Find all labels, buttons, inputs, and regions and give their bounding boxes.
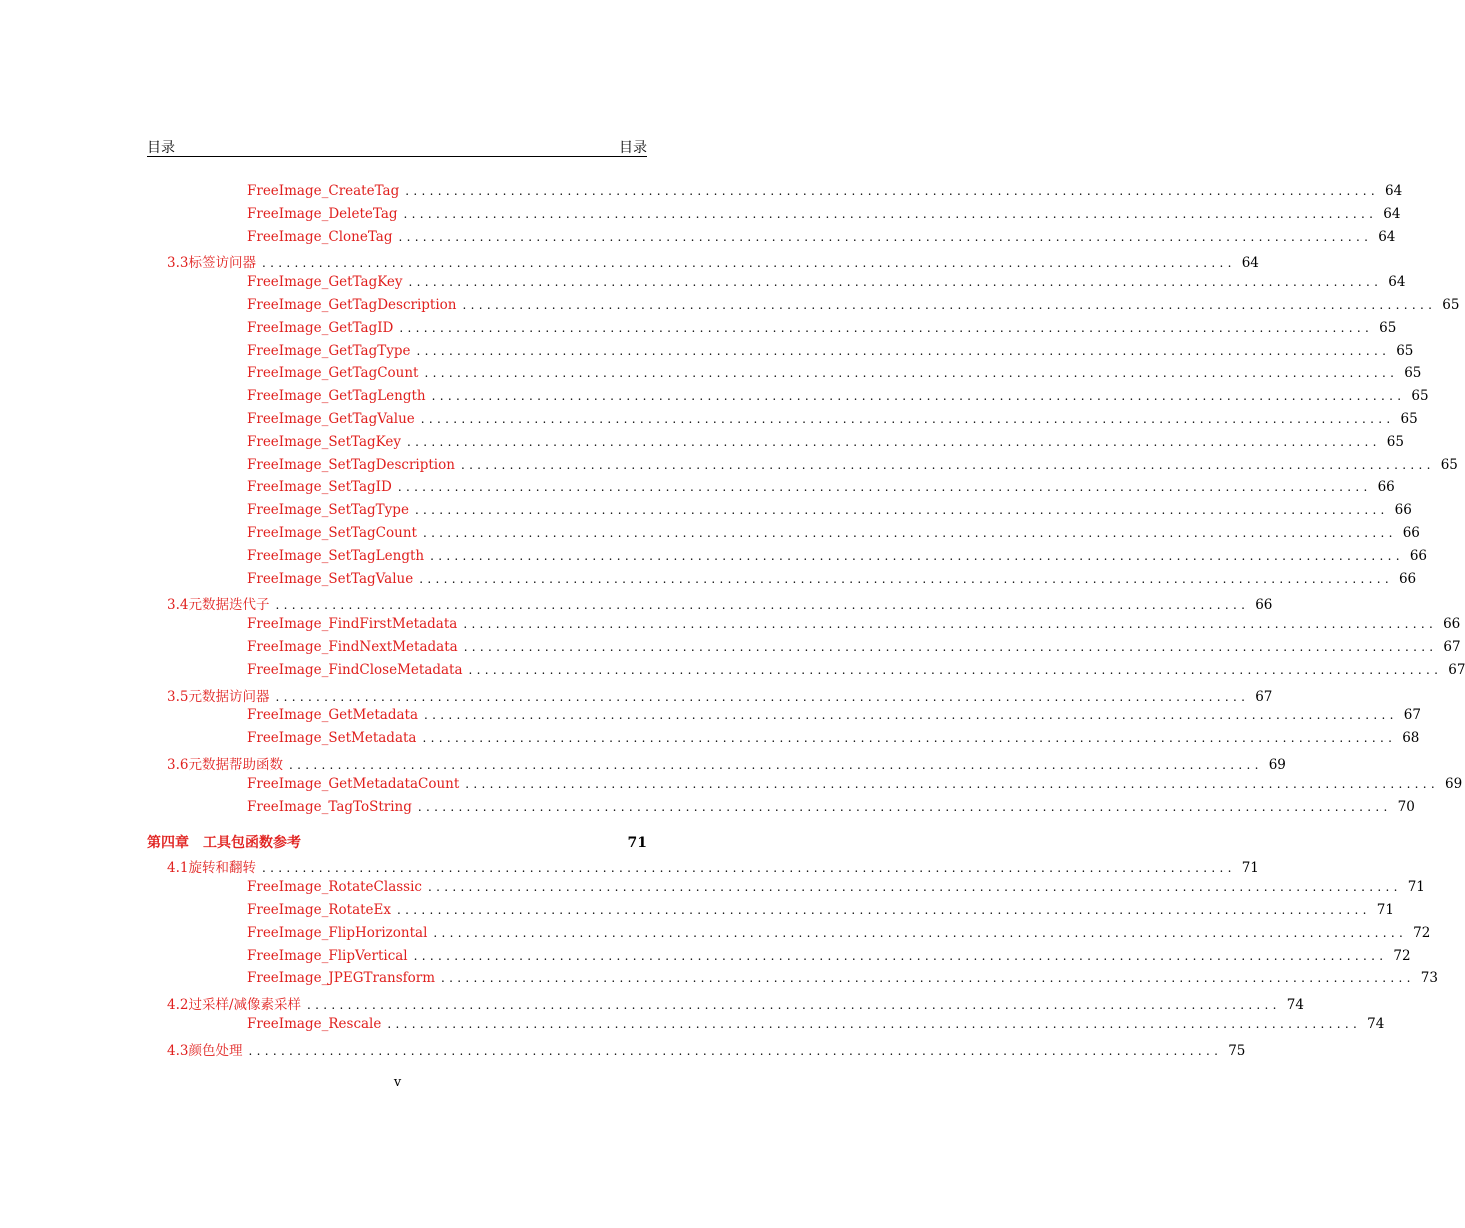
toc-entry-section[interactable] <box>147 1036 1246 1059</box>
page-ref: 65 <box>1400 410 1418 427</box>
toc-entry-chapter[interactable] <box>147 829 647 853</box>
toc-entry-func[interactable] <box>147 945 1411 968</box>
page-ref: 71 <box>1241 860 1259 877</box>
toc-entry-func[interactable] <box>147 271 1406 294</box>
page-ref: 64 <box>1388 274 1406 291</box>
page-ref: 67 <box>1448 661 1465 678</box>
dot-leader: ........................................................................................................................ <box>424 366 1399 381</box>
dot-leader: ........................................................................................................................ <box>408 275 1383 290</box>
dot-leader: ........................................................................................................................ <box>398 229 1373 244</box>
function-title-link[interactable]: FreeImage_SetTagLength <box>247 547 425 564</box>
toc-entry-section[interactable] <box>147 590 1273 614</box>
section-number: 4.3 <box>167 1042 189 1059</box>
dot-leader: ........................................................................................................................ <box>463 639 1438 654</box>
function-title-link[interactable]: FreeImage_GetTagID <box>247 319 394 336</box>
dot-leader: ........................................................................................................................ <box>275 598 1250 613</box>
toc-entry-func[interactable] <box>147 180 1403 203</box>
dot-leader: ........................................................................................................................ <box>465 776 1440 791</box>
dot-leader: ........................................................................................................................ <box>431 389 1406 404</box>
section-number: 4.1 <box>167 860 189 877</box>
toc-entry-func[interactable] <box>147 385 1429 408</box>
dot-leader: ........................................................................................................................ <box>261 861 1236 876</box>
dot-leader: ........................................................................................................................ <box>422 731 1397 746</box>
dot-leader: ........................................................................................................................ <box>422 525 1397 540</box>
page-ref: 64 <box>1241 255 1259 272</box>
page-ref: 65 <box>1396 342 1414 359</box>
dot-leader: ........................................................................................................................ <box>307 998 1281 1013</box>
dot-leader: ........................................................................................................................ <box>275 689 1250 704</box>
section-title-link[interactable]: 元数据访问器 <box>188 688 270 705</box>
dot-leader: ........................................................................................................................ <box>387 1016 1362 1031</box>
function-title-link[interactable]: FreeImage_GetMetadataCount <box>247 775 460 792</box>
page-ref: 75 <box>1228 1042 1246 1059</box>
page-ref: 71 <box>1376 901 1394 918</box>
function-title-link[interactable]: FreeImage_CreateTag <box>247 183 400 199</box>
toc-entry-func[interactable] <box>147 704 1421 727</box>
chapter-title-link[interactable]: 工具包函数参考 <box>203 835 301 852</box>
dot-leader: ........................................................................................................................ <box>463 617 1438 632</box>
dot-leader: ........................................................................................................................ <box>414 503 1389 518</box>
page-ref: 74 <box>1367 1015 1385 1032</box>
toc-entry-func[interactable] <box>147 340 1414 363</box>
toc-entry-section[interactable] <box>147 990 1304 1014</box>
page-ref: 71 <box>627 835 647 852</box>
function-title-link[interactable]: FreeImage_TagToString <box>247 798 412 815</box>
toc-entry-section[interactable] <box>147 248 1259 272</box>
dot-leader: ........................................................................................................................ <box>420 411 1395 426</box>
function-title-link[interactable]: FreeImage_GetTagType <box>247 342 411 359</box>
page-ref: 72 <box>1413 924 1431 941</box>
toc-entry-func[interactable] <box>147 522 1420 545</box>
page-ref: 74 <box>1286 997 1304 1014</box>
function-title-link[interactable]: FreeImage_GetTagLength <box>247 388 426 405</box>
page-ref: 67 <box>1443 638 1461 655</box>
toc-entry-func[interactable] <box>147 226 1396 249</box>
toc-entry-func[interactable] <box>147 1013 1385 1036</box>
toc-entry-func[interactable] <box>147 636 1461 659</box>
dot-leader: ........................................................................................................................ <box>419 571 1393 586</box>
dot-leader: ........................................................................................................................ <box>407 434 1381 449</box>
function-title-link[interactable]: FreeImage_SetTagKey <box>247 433 402 450</box>
page-ref: 71 <box>1407 879 1425 896</box>
page-ref: 65 <box>1379 319 1397 336</box>
dot-leader: ........................................................................................................................ <box>430 548 1404 563</box>
toc-entry-func[interactable] <box>147 876 1425 899</box>
dot-leader: ........................................................................................................................ <box>417 799 1392 814</box>
dot-leader: ........................................................................................................................ <box>399 320 1374 335</box>
function-title-link[interactable]: FreeImage_JPEGTransform <box>247 970 436 987</box>
toc-entry-section[interactable] <box>147 750 1286 773</box>
page-ref: 65 <box>1442 296 1460 313</box>
toc-entry-func[interactable] <box>147 431 1404 454</box>
dot-leader: ........................................................................................................................ <box>261 256 1236 271</box>
section-number: 3.4 <box>167 597 189 614</box>
page-ref: 65 <box>1386 433 1404 450</box>
section-title-link[interactable]: 过采样/减像素采样 <box>188 997 302 1014</box>
page-ref: 66 <box>1377 479 1395 496</box>
toc-entry-func[interactable] <box>147 408 1418 431</box>
toc-entry-func[interactable] <box>147 362 1422 385</box>
toc-entry-func[interactable] <box>147 545 1428 568</box>
function-title-link[interactable]: FreeImage_FlipVertical <box>247 947 408 964</box>
function-title-link[interactable]: FreeImage_RotateClassic <box>247 879 422 896</box>
page-ref: 65 <box>1404 365 1422 382</box>
page-ref: 66 <box>1409 547 1428 564</box>
section-title-link[interactable]: 颜色处理 <box>188 1042 243 1059</box>
function-title-link[interactable]: FreeImage_Rescale <box>247 1015 382 1032</box>
toc-entry-func[interactable] <box>147 568 1417 591</box>
page-ref: 69 <box>1445 775 1463 792</box>
toc-entry-func[interactable] <box>147 294 1460 317</box>
toc-entry-section[interactable] <box>147 682 1273 705</box>
toc-entry-func[interactable] <box>147 499 1412 522</box>
dot-leader: ........................................................................................................................ <box>397 480 1372 495</box>
chapter-number: 第四章 <box>147 835 189 852</box>
function-title-link[interactable]: FreeImage_SetTagDescription <box>247 456 455 473</box>
page-ref: 66 <box>1255 597 1273 614</box>
function-title-link[interactable]: FreeImage_GetTagValue <box>247 410 415 427</box>
page-ref: 64 <box>1384 183 1403 199</box>
header-left-title: 目录 <box>147 140 175 156</box>
toc-entry-func[interactable] <box>147 317 1397 340</box>
dot-leader: ........................................................................................................................ <box>403 206 1378 221</box>
page-ref: 64 <box>1378 228 1396 245</box>
function-title-link[interactable]: FreeImage_GetTagKey <box>247 274 403 291</box>
page-ref: 66 <box>1443 616 1461 633</box>
page-ref: 67 <box>1403 707 1421 724</box>
function-title-link[interactable]: FreeImage_SetTagCount <box>247 524 417 541</box>
page-ref: 70 <box>1397 798 1415 815</box>
section-title-link[interactable]: 旋转和翻转 <box>188 860 256 877</box>
function-title-link[interactable]: FreeImage_FlipHorizontal <box>247 924 428 941</box>
toc-entry-func[interactable] <box>147 203 1401 226</box>
section-title-link[interactable]: 元数据迭代子 <box>188 597 270 614</box>
section-title-link[interactable]: 元数据帮助函数 <box>188 756 283 773</box>
toc-entry-func[interactable] <box>147 613 1461 636</box>
page-ref: 65 <box>1411 388 1429 405</box>
page-ref: 72 <box>1393 947 1411 964</box>
toc-entry-func[interactable] <box>147 727 1420 750</box>
page-ref: 69 <box>1268 756 1286 773</box>
toc-entry-func[interactable] <box>147 899 1394 922</box>
toc-entry-func[interactable] <box>147 476 1395 499</box>
function-title-link[interactable]: FreeImage_FindFirstMetadata <box>247 616 458 633</box>
page-ref: 67 <box>1255 688 1273 705</box>
page-ref: 66 <box>1402 524 1420 541</box>
page-ref: 73 <box>1420 970 1438 987</box>
running-header <box>147 136 647 157</box>
page-ref: 65 <box>1440 456 1458 473</box>
toc-entry-section[interactable] <box>147 853 1259 877</box>
dot-leader: ........................................................................................................................ <box>397 902 1371 917</box>
header-right-title: 目录 <box>619 140 647 156</box>
dot-leader: ........................................................................................................................ <box>248 1043 1223 1058</box>
toc-entry-func[interactable] <box>147 922 1431 945</box>
page-ref: 66 <box>1398 570 1417 587</box>
function-title-link[interactable]: FreeImage_DeleteTag <box>247 205 398 222</box>
toc-entry-func[interactable] <box>147 454 1458 477</box>
toc-entry-func[interactable] <box>147 967 1438 990</box>
section-number: 3.3 <box>167 255 189 272</box>
function-title-link[interactable]: FreeImage_GetMetadata <box>247 707 419 724</box>
dot-leader: ........................................................................................................................ <box>424 708 1398 723</box>
page-ref: 66 <box>1394 502 1412 519</box>
dot-leader: ........................................................................................................................ <box>468 662 1443 677</box>
section-number: 4.2 <box>167 997 189 1014</box>
table-of-contents <box>147 180 1465 1059</box>
dot-leader: ........................................................................................................................ <box>405 184 1379 198</box>
section-title-link[interactable]: 标签访问器 <box>188 255 256 272</box>
dot-leader: ........................................................................................................................ <box>460 457 1435 472</box>
function-title-link[interactable]: FreeImage_SetTagValue <box>247 570 414 587</box>
page-ref: 68 <box>1402 730 1420 747</box>
function-title-link[interactable]: FreeImage_FindCloseMetadata <box>247 661 463 678</box>
dot-leader: ........................................................................................................................ <box>433 925 1408 940</box>
function-title-link[interactable]: FreeImage_RotateEx <box>247 901 392 918</box>
toc-entry-func[interactable] <box>147 796 1415 819</box>
page-ref: 64 <box>1383 205 1401 222</box>
function-title-link[interactable]: FreeImage_FindNextMetadata <box>247 638 458 655</box>
dot-leader: ........................................................................................................................ <box>413 948 1388 963</box>
function-title-link[interactable]: FreeImage_SetTagType <box>247 502 409 519</box>
function-title-link[interactable]: FreeImage_GetTagCount <box>247 365 419 382</box>
section-number: 3.5 <box>167 688 189 705</box>
function-title-link[interactable]: FreeImage_SetTagID <box>247 479 392 496</box>
function-title-link[interactable]: FreeImage_SetMetadata <box>247 730 417 747</box>
section-number: 3.6 <box>167 756 189 773</box>
dot-leader: ........................................................................................................................ <box>441 971 1415 986</box>
dot-leader: ........................................................................................................................ <box>462 297 1437 312</box>
function-title-link[interactable]: FreeImage_CloneTag <box>247 228 393 245</box>
dot-leader: ........................................................................................................................ <box>427 880 1402 895</box>
page-number: v <box>393 1075 402 1090</box>
toc-entry-func[interactable] <box>147 773 1463 796</box>
dot-leader: ........................................................................................................................ <box>416 343 1391 358</box>
toc-entry-func[interactable] <box>147 659 1465 682</box>
function-title-link[interactable]: FreeImage_GetTagDescription <box>247 296 457 313</box>
dot-leader: ........................................................................................................................ <box>288 757 1263 772</box>
